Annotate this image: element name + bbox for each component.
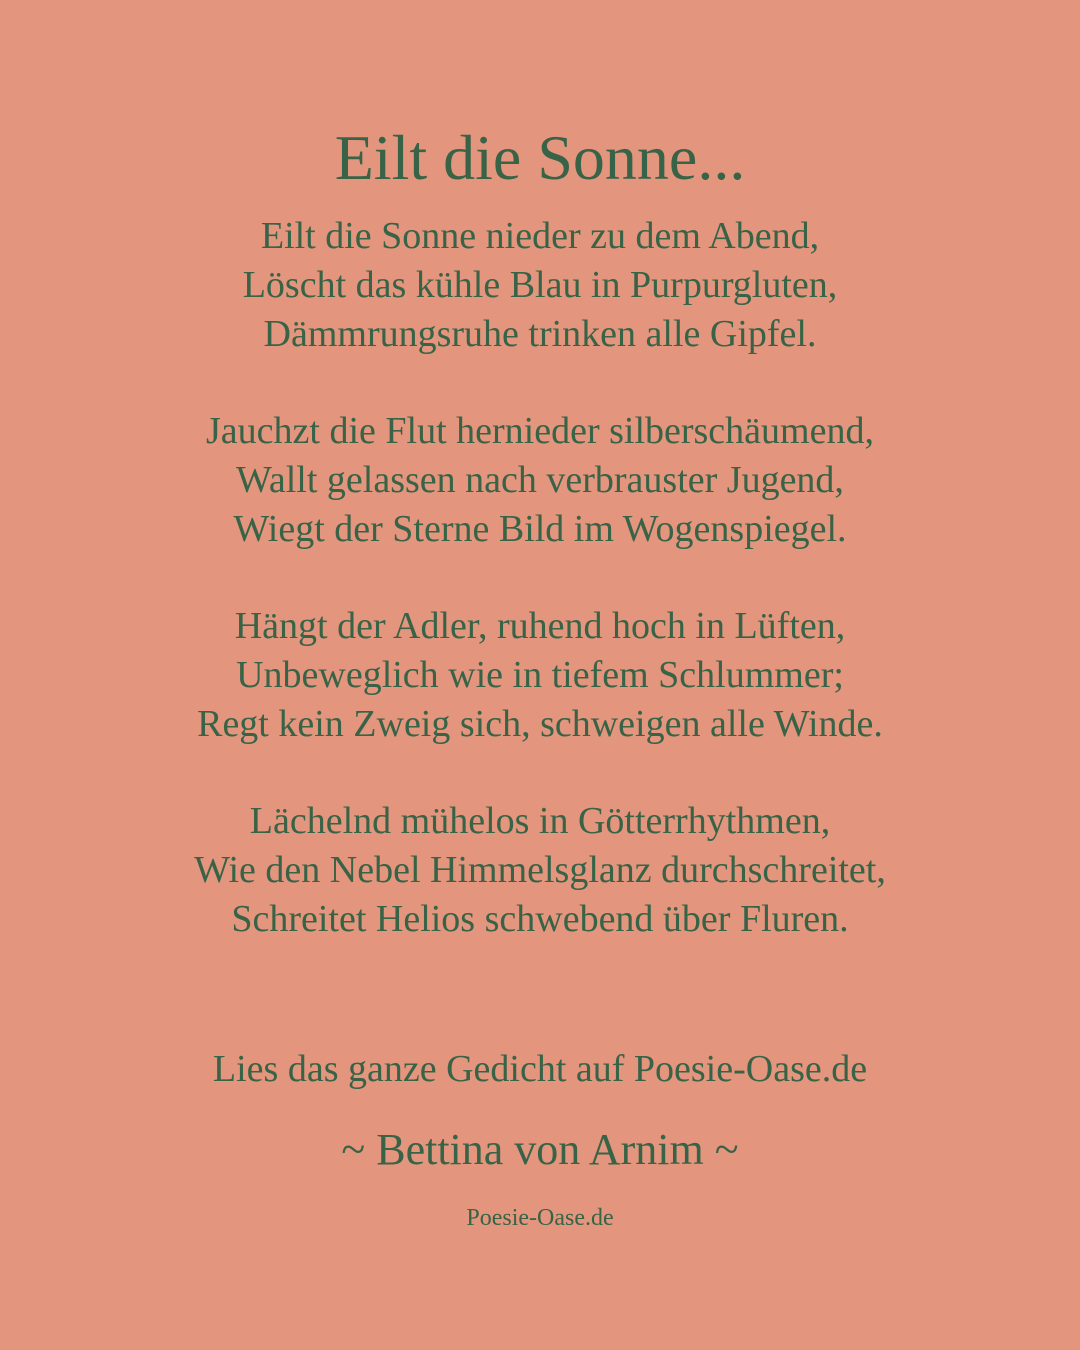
poem-line: Schreitet Helios schwebend über Fluren. bbox=[231, 898, 849, 940]
stanza-4 bbox=[0, 797, 1080, 944]
poem-line: Löscht das kühle Blau in Purpurgluten, bbox=[242, 264, 838, 306]
stanza-3 bbox=[0, 602, 1080, 749]
poem-title: Eilt die Sonne... bbox=[334, 122, 746, 193]
poem-body bbox=[0, 212, 1080, 992]
stanza-1 bbox=[0, 212, 1080, 359]
poem-line: Eilt die Sonne nieder zu dem Abend, bbox=[260, 215, 820, 257]
read-full-poem-text: Lies das ganze Gedicht auf Poesie-Oase.de bbox=[212, 1048, 868, 1090]
poem-line: Unbeweglich wie in tiefem Schlummer; bbox=[236, 654, 844, 696]
poem-line: Wallt gelassen nach verbrauster Jugend, bbox=[236, 459, 844, 501]
poem-line: Regt kein Zweig sich, schweigen alle Winde. bbox=[197, 703, 883, 745]
poem-line: Wie den Nebel Himmelsglanz durchschreitet, bbox=[194, 849, 886, 891]
stanza-2 bbox=[0, 407, 1080, 554]
poem-line: Wiegt der Sterne Bild im Wogenspiegel. bbox=[233, 508, 847, 550]
poem-line: Lächelnd mühelos in Götterrhythmen, bbox=[249, 800, 831, 842]
poem-author: ~ Bettina von Arnim ~ bbox=[341, 1125, 739, 1174]
poem-line: Hängt der Adler, ruhend hoch in Lüften, bbox=[234, 605, 846, 647]
source-watermark: Poesie-Oase.de bbox=[466, 1205, 614, 1231]
poem-line: Jauchzt die Flut hernieder silberschäumend, bbox=[206, 410, 874, 452]
poem-line: Dämmrungsruhe trinken alle Gipfel. bbox=[263, 313, 817, 355]
